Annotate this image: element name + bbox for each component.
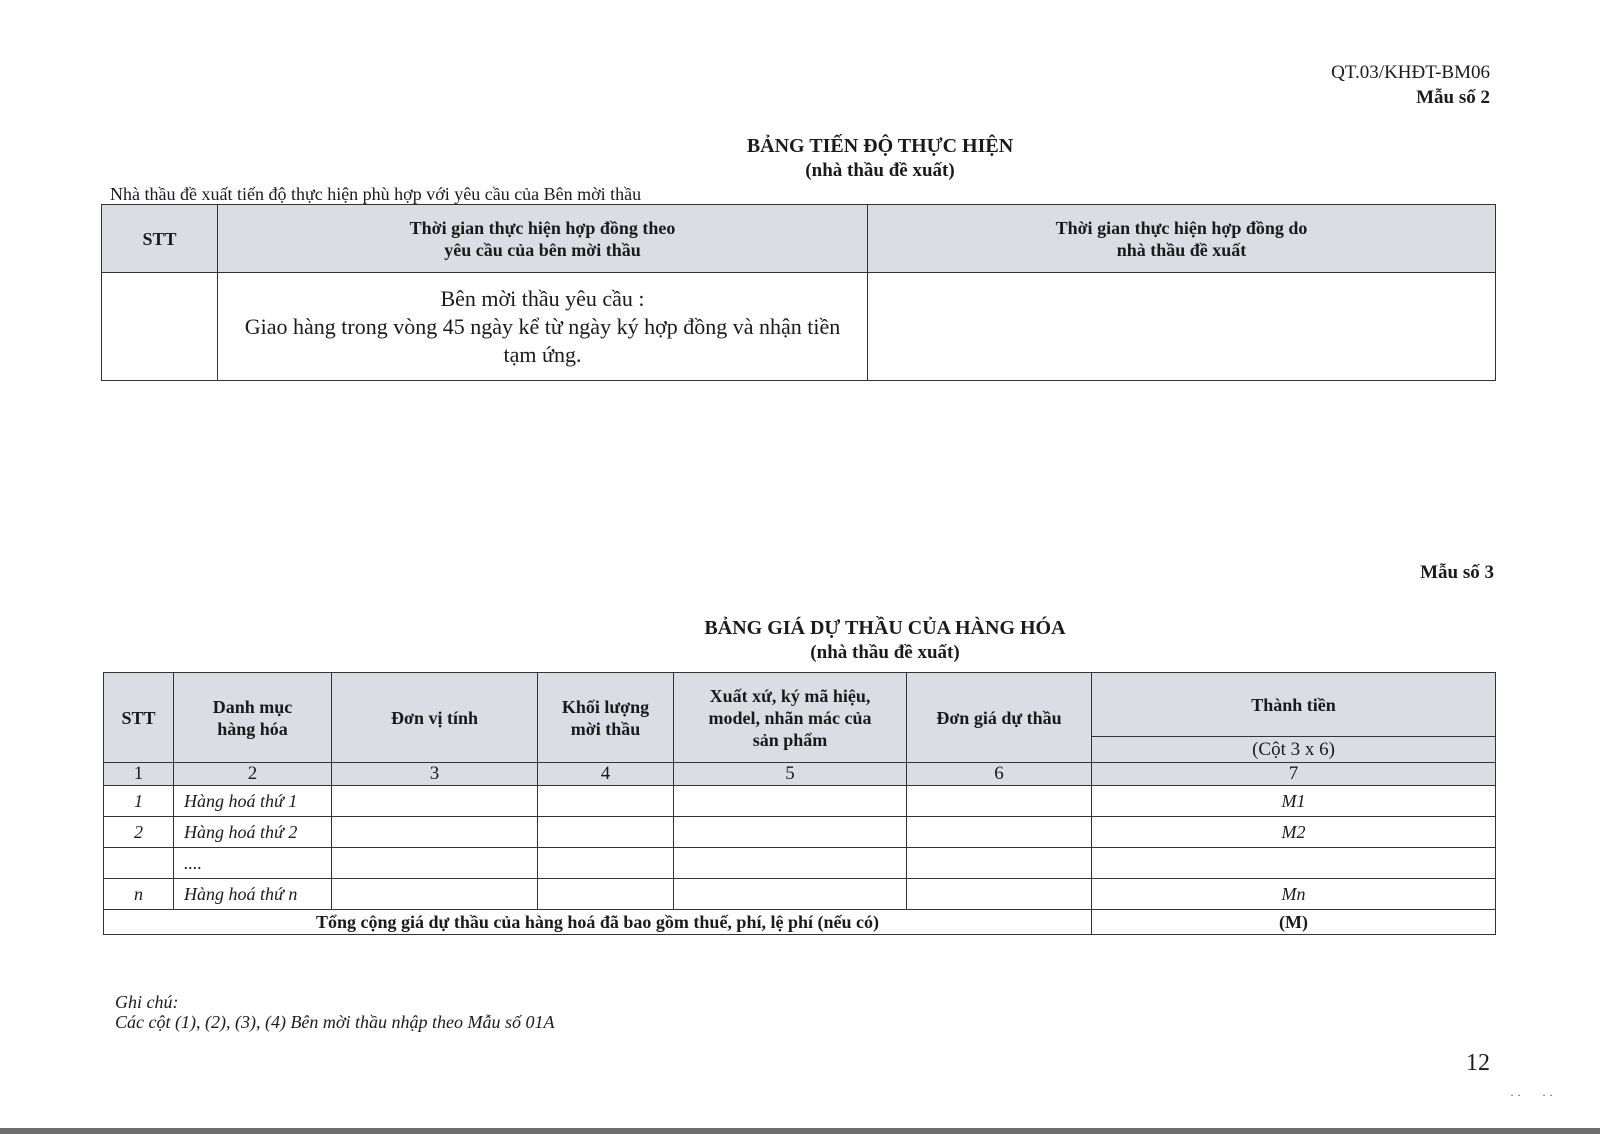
cell-origin[interactable] bbox=[674, 817, 907, 848]
schedule-intro: Nhà thầu đề xuất tiến độ thực hiện phù hợp với yêu cầu của Bên mời thầu bbox=[110, 184, 642, 204]
col-header-unit: Đơn vị tính bbox=[332, 673, 538, 763]
cell-unit[interactable] bbox=[332, 817, 538, 848]
amount-formula: (Cột 3 x 6) bbox=[1092, 737, 1496, 763]
col-number: 4 bbox=[538, 763, 674, 786]
cell-unit[interactable] bbox=[332, 786, 538, 817]
col-number: 7 bbox=[1092, 763, 1496, 786]
cell-requirement: Bên mời thầu yêu cầu : Giao hàng trong vòng 45 ngày kể từ ngày ký hợp đồng và nhận tiền tạm ứng. bbox=[218, 273, 868, 381]
form-number-3: Mẫu số 3 bbox=[1420, 562, 1494, 583]
price-table-subtitle: (nhà thầu đề xuất) bbox=[810, 642, 960, 663]
cell-quantity[interactable] bbox=[538, 786, 674, 817]
page-number: 12 bbox=[1466, 1050, 1490, 1076]
cell-amount: M1 bbox=[1092, 786, 1496, 817]
cell-stt bbox=[104, 848, 174, 879]
col-number: 1 bbox=[104, 763, 174, 786]
total-label: Tổng cộng giá dự thầu của hàng hoá đã bao gồm thuế, phí, lệ phí (nếu có) bbox=[104, 910, 1092, 935]
cell-item: Hàng hoá thứ 2 bbox=[174, 817, 332, 848]
schedule-table bbox=[101, 204, 1496, 381]
col-number: 3 bbox=[332, 763, 538, 786]
cell-stt: n bbox=[104, 879, 174, 910]
col-header-required-time: Thời gian thực hiện hợp đồng theo yêu cầu của bên mời thầu bbox=[218, 205, 868, 273]
cell-amount: Mn bbox=[1092, 879, 1496, 910]
cell-price[interactable] bbox=[907, 848, 1092, 879]
cell-amount bbox=[1092, 848, 1496, 879]
cell-origin[interactable] bbox=[674, 848, 907, 879]
table-row bbox=[104, 879, 1496, 910]
document-code: QT.03/KHĐT-BM06 bbox=[1331, 62, 1490, 83]
col-header-item: Danh mục hàng hóa bbox=[174, 673, 332, 763]
note-label: Ghi chú: bbox=[115, 992, 179, 1012]
cell-quantity[interactable] bbox=[538, 817, 674, 848]
price-table bbox=[103, 672, 1496, 935]
col-header-stt: STT bbox=[102, 205, 218, 273]
schedule-title: BẢNG TIẾN ĐỘ THỰC HIỆN bbox=[746, 135, 1014, 157]
col-number: 2 bbox=[174, 763, 332, 786]
scan-edge bbox=[0, 1128, 1600, 1134]
cell-price[interactable] bbox=[907, 879, 1092, 910]
col-header-unit-price: Đơn giá dự thầu bbox=[907, 673, 1092, 763]
total-row bbox=[104, 910, 1496, 935]
cell-origin[interactable] bbox=[674, 879, 907, 910]
col-header-amount: Thành tiền bbox=[1092, 673, 1496, 737]
cell-origin[interactable] bbox=[674, 786, 907, 817]
table-row bbox=[104, 786, 1496, 817]
cell-quantity[interactable] bbox=[538, 879, 674, 910]
cell-unit[interactable] bbox=[332, 848, 538, 879]
cell-proposal[interactable] bbox=[868, 273, 1496, 381]
cell-amount: M2 bbox=[1092, 817, 1496, 848]
cell-price[interactable] bbox=[907, 786, 1092, 817]
cell-price[interactable] bbox=[907, 817, 1092, 848]
cell-item: Hàng hoá thứ 1 bbox=[174, 786, 332, 817]
col-number: 6 bbox=[907, 763, 1092, 786]
price-table-title: BẢNG GIÁ DỰ THẦU CỦA HÀNG HÓA bbox=[704, 617, 1066, 639]
total-value: (M) bbox=[1092, 910, 1496, 935]
column-number-row bbox=[104, 763, 1496, 786]
cell-stt: 2 bbox=[104, 817, 174, 848]
col-header-stt: STT bbox=[104, 673, 174, 763]
cell-item: Hàng hoá thứ n bbox=[174, 879, 332, 910]
cell-stt bbox=[102, 273, 218, 381]
cell-unit[interactable] bbox=[332, 879, 538, 910]
cell-stt: 1 bbox=[104, 786, 174, 817]
col-number: 5 bbox=[674, 763, 907, 786]
col-header-proposed-time: Thời gian thực hiện hợp đồng do nhà thầu đề xuất bbox=[868, 205, 1496, 273]
table-row bbox=[104, 817, 1496, 848]
form-number-2: Mẫu số 2 bbox=[1416, 87, 1490, 108]
table-row bbox=[104, 848, 1496, 879]
cell-quantity[interactable] bbox=[538, 848, 674, 879]
table-row bbox=[102, 273, 1496, 381]
schedule-subtitle: (nhà thầu đề xuất) bbox=[805, 160, 955, 181]
col-header-origin: Xuất xứ, ký mã hiệu, model, nhãn mác của sản phẩm bbox=[674, 673, 907, 763]
col-header-quantity: Khối lượng mời thầu bbox=[538, 673, 674, 763]
cell-item: .... bbox=[174, 848, 332, 879]
scan-specks: ·· ·· bbox=[1510, 1088, 1556, 1102]
note-text: Các cột (1), (2), (3), (4) Bên mời thầu nhập theo Mẫu số 01A bbox=[115, 1012, 555, 1032]
